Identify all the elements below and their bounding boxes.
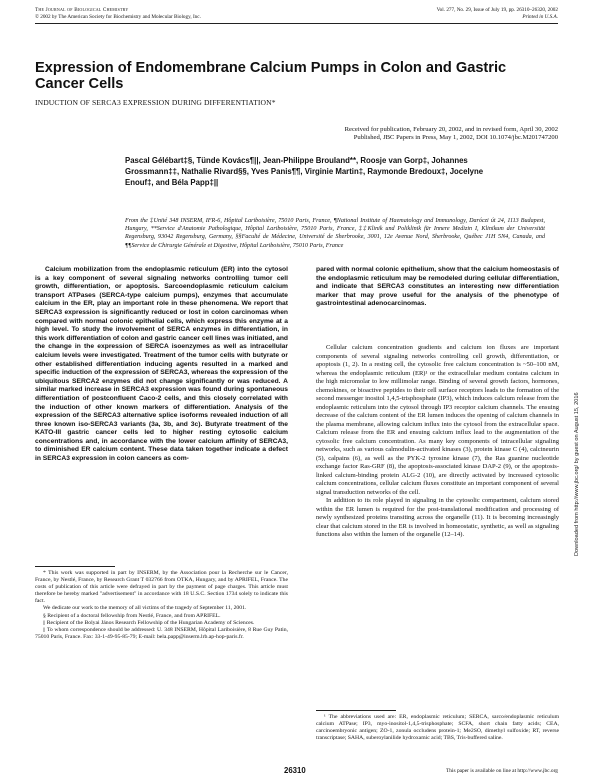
footnote-correspondence: || To whom correspondence should be addressed: U. 348 INSERM, Hôpital Lariboisière, 8 Rue Guy Patin, 75010 Paris, France. Fax: 33-1-49-95-85-79; E-mail: bela.papp@inserm.lrb.ap-hop-paris.fr. bbox=[35, 626, 288, 640]
published-line: Published, JBC Papers in Press, May 1, 2002, DOI 10.1074/jbc.M201747200 bbox=[353, 134, 558, 142]
journal-header bbox=[35, 7, 201, 20]
journal-name: The Journal of Biological Chemistry bbox=[35, 7, 129, 13]
volume-line: Vol. 277, No. 29, Issue of July 19, pp. 26310–26320, 2002 bbox=[436, 7, 558, 13]
footnote-dedication: We dedicate our work to the memory of all victims of the tragedy of September 11, 2001. bbox=[43, 605, 247, 612]
affiliations: From the ‡Unité 348 INSERM, IFR-6, Hôpital Lariboisière, 75010 Paris, France, ¶National Institute of Haematology and Immunology, Daróczi út 24, 1113 Budapest, Hungary, **Service d'Anatomie Pathologique, Hôpital Lariboisière, 75010 Paris, France, ‡‡Klinik und Poliklinik für Innere Medizin I, Klinikum der Universität Regensburg, 93042 Regensburg, Germany, §§Faculté de Médecine, Université de Sherbrooke, 3001, 12e Avenue Nord, Sherbrooke, Québec J1H 5N4, Canada, and ¶¶Service de Chirurgie Générale et Digestive, Hôpital Lariboisière, 75010 Paris, France bbox=[125, 218, 545, 249]
intro-paragraph-2: In addition to its role played in signaling in the cytosolic compartment, calcium stored within the ER lumen is required for the post-translational modification and processing of newly synthesized proteins transiting across the organelle (11). It is becoming increasingly clear that calcium stored in the ER is involved in homeostatic, synthetic, as well as signaling functions also within the lumen of the organelle (12–14). bbox=[316, 497, 559, 538]
footnote-rule-right bbox=[316, 710, 396, 711]
footnote-abbreviations: ¹ The abbreviations used are: ER, endoplasmic reticulum; SERCA, sarco/endoplasmic reticulum calcium ATPase; IP3, myo-inositol-1,4,5-trisphosphate; SCFA, short chain fatty acids; CEA, carcinoembryonic antigen; ZO-1, zonula occludens protein-1; Me2SO, dimethyl sulfoxide; RT, reverse transcriptase; SAHA, suberoylanilide hydroxamic acid; TBS, Tris-buffered saline. bbox=[316, 714, 559, 742]
introduction bbox=[316, 344, 559, 540]
abstract-left-column: Calcium mobilization from the endoplasmic reticulum (ER) into the cytosol is a key component of several signaling networks controlling tumor cell growth, differentiation, or apoptosis. Sarcoendoplasmic reticulum calcium transport ATPases (SERCA-type calcium pumps), enzymes that accumulate calcium in the ER, play an important role in these phenomena. We report that SERCA3 expression is significantly reduced or lost in colon carcinomas when compared with normal colonic epithelial cells, which express this enzyme at a high level. To study the involvement of SERCA enzymes in differentiation, in this work differentiation of colon and gastric cancer cell lines was initiated, and the change in the expression of SERCA isoenzymes as well as intracellular calcium levels were investigated. Treatment of the tumor cells with butyrate or other established differentiation inducing agents resulted in a marked and specific induction of the expression of SERCA3, whereas the expression of the ubiquitous SERCA2 enzymes did not change significantly or was reduced. A similar marked increase in SERCA3 expression was found during spontaneous differentiation of postconfluent Caco-2 cells, and this closely correlated with the induction of other known markers of differentiation. Analysis of the expression of the SERCA3 alternative splice isoforms revealed induction of all three known iso-SERCA3 variants (3a, 3b, and 3c). Butyrate treatment of the KATO-III gastric cancer cells led to higher resting cytosolic calcium concentrations and, in accordance with the lower calcium affinity of SERCA3, to diminished ER calcium content. These data taken together indicate a defect in SERCA3 expression in colon cancers as com- bbox=[35, 266, 288, 463]
author-list: Pascal Gélébart‡§, Tünde Kovács¶||, Jean-Philippe Brouland**, Roosje van Gorp‡, Johannes Grossmann‡‡, Nathalie Rivard§§, Yves Panis¶¶, Virginie Martin‡, Raymonde Bredoux‡, Jocelyne Enouf‡, and Béla Papp‡|| bbox=[125, 156, 484, 187]
received-line: Received for publication, February 20, 2002, and in revised form, April 30, 2002 bbox=[344, 126, 558, 133]
article-subtitle: INDUCTION OF SERCA3 EXPRESSION DURING DIFFERENTIATION* bbox=[35, 98, 276, 107]
header-rule bbox=[35, 23, 558, 24]
publication-history bbox=[238, 126, 558, 142]
footnote-funding: * This work was supported in part by INSERM, by the Association pour la Recherche sur le Cancer, France, by Nestlé, France, by Research Grant T 032766 from OTKA, Hungary, and by APRIFEL, France. The costs of publication of this article were defrayed in part by the payment of page charges. This article must therefore be hereby marked "advertisement" in accordance with 18 U.S.C. Section 1734 solely to indicate this fact. bbox=[35, 570, 288, 605]
footnotes-left bbox=[35, 570, 288, 641]
copyright-line: © 2002 by The American Society for Biochemistry and Molecular Biology, Inc. bbox=[35, 13, 201, 20]
footnote-rule-left bbox=[35, 566, 115, 567]
online-availability[interactable]: This paper is available on line at http://www.jbc.org bbox=[446, 768, 558, 774]
printed-line: Printed in U.S.A. bbox=[522, 13, 558, 20]
footnote-fellowship: § Recipient of a doctoral fellowship from Nestlé, France, and from APRIFEL. bbox=[43, 612, 221, 619]
intro-paragraph-1: Cellular calcium concentration gradients and calcium ion fluxes are important components of several signaling networks controlling cell growth, differentiation, or apoptosis (1, 2). In a resting cell, the cytosolic free calcium concentration is ~50–100 nM, whereas the endoplasmic reticulum (ER)¹ or the extracellular medium contains calcium in the high micromolar to low millimolar range. Binding of several growth factors, hormones, chemokines, or bioactive peptides to their cell surface receptors leads to the formation of the second messenger inositol 1,4,5-trisphosphate (IP3), which induces calcium release from the endoplasmic reticulum into the cytosol through IP3 receptor calcium channels. The ensuing decrease of the calcium content of the ER lumen induces the opening of calcium channels in the plasma membrane, allowing calcium influx into the cytosol from the extracellular space. Calcium release from the ER and ensuing calcium influx lead to the augmentation of the cytosolic free calcium concentration. As many key components of intracellular signaling networks, such as various calmodulin-activated kinases (3), protein kinase C (4), calcineurin (5), calpains (6), as well as the PYK-2 tyrosine kinase (7), the Ras guanine nucleotide exchange factor Ras-GRF (8), the apoptosis-associated kinase DAP-2 (9), or the apoptosis-linked calcium-binding protein ALG-2 (10), are directly activated by increased cytosolic calcium concentrations, cellular calcium fluxes constitute an important component of several signal transduction networks of the cell. bbox=[316, 344, 559, 496]
download-watermark-text[interactable]: Downloaded from http://www.jbc.org/ by guest on August 15, 2016 bbox=[574, 392, 580, 556]
abstract-right-column: pared with normal colonic epithelium, show that the calcium homeostasis of the endoplasmic reticulum may be remodeled during cellular differentiation, and indicate that SERCA3 constitutes an interesting new differentiation marker that may prove useful for the analysis of the phenotype of gastrointestinal adenocarcinomas. bbox=[316, 266, 559, 308]
page-number: 26310 bbox=[284, 766, 306, 775]
footnote-bolyai: || Recipient of the Bolyai János Research Fellowship of the Hungarian Academy of Sciences. bbox=[43, 619, 255, 626]
download-watermark bbox=[574, 392, 582, 564]
article-title: Expression of Endomembrane Calcium Pumps in Colon and Gastric Cancer Cells bbox=[35, 60, 507, 92]
issue-header bbox=[437, 7, 558, 20]
